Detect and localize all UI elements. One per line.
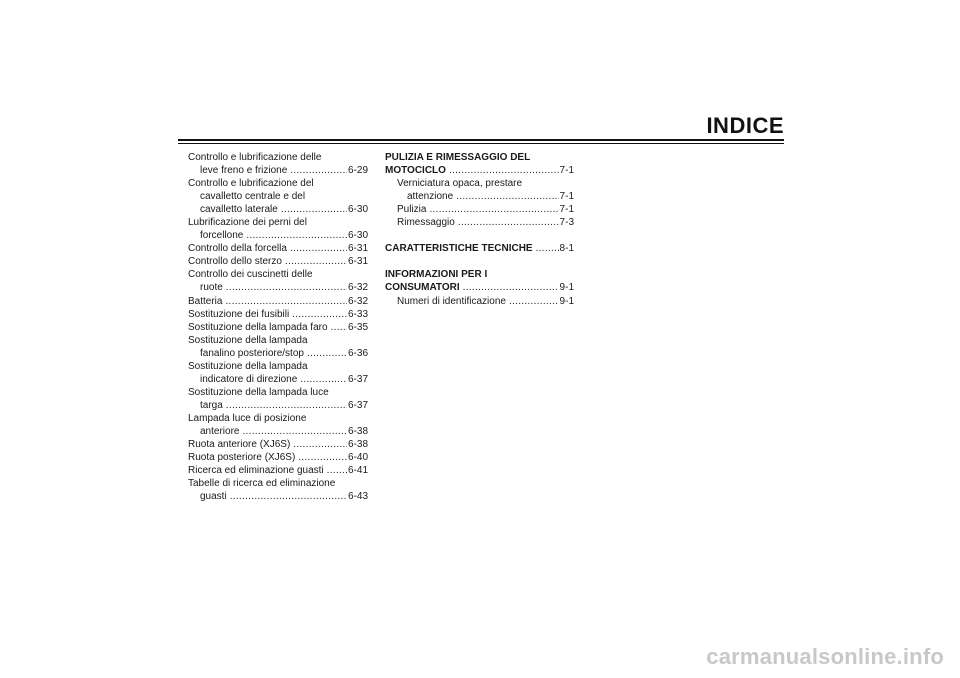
toc-page-number: 6-32 [347, 295, 368, 307]
toc-page-number: 6-41 [347, 465, 368, 477]
toc-right-column [385, 151, 574, 308]
dot-leader [226, 399, 347, 412]
toc-entry [188, 268, 368, 281]
dot-leader [230, 490, 347, 503]
dot-leader [307, 347, 347, 360]
toc-entry-text: Pulizia [397, 204, 427, 216]
toc-entry [188, 334, 368, 347]
toc-page-number: 6-36 [347, 347, 368, 359]
page-title: INDICE [706, 113, 784, 138]
toc-page-number: 6-40 [347, 452, 368, 464]
toc-section-entry[interactable] [385, 281, 574, 294]
dot-leader [285, 255, 347, 268]
dot-leader [290, 242, 347, 255]
toc-entry[interactable] [188, 229, 368, 242]
toc-entry-text: Verniciatura opaca, prestare [397, 178, 523, 190]
dot-leader [536, 242, 559, 255]
toc-entry-text: Controllo dello sterzo [188, 256, 282, 268]
dot-leader [246, 229, 347, 242]
toc-entry-text: leve freno e frizione [200, 165, 288, 177]
toc-entry-text: Batteria [188, 295, 223, 307]
dot-leader [292, 308, 347, 321]
toc-page-number: 6-38 [347, 425, 368, 437]
toc-section-heading [385, 268, 574, 281]
toc-entry [188, 412, 368, 425]
dot-leader [458, 216, 559, 229]
header-rule-thick [178, 139, 784, 141]
toc-entry-text: Rimessaggio [397, 217, 455, 229]
toc-entry[interactable] [188, 464, 368, 477]
toc-entry-text: indicatore di direzione [200, 373, 298, 385]
dot-leader [242, 425, 347, 438]
dot-leader [429, 203, 558, 216]
toc-page-number: 6-38 [347, 439, 368, 451]
toc-entry[interactable] [188, 425, 368, 438]
toc-entry [188, 177, 368, 190]
toc-entry-text: CARATTERISTICHE TECNICHE [385, 243, 533, 255]
toc-entry-text: Sostituzione dei fusibili [188, 308, 290, 320]
toc-entry-text: Sostituzione della lampada [188, 360, 308, 372]
toc-entry-text: ruote [200, 282, 223, 294]
toc-entry-text: Ruota posteriore (XJ6S) [188, 452, 296, 464]
toc-entry-text: anteriore [200, 425, 240, 437]
toc-page-number: 6-33 [347, 308, 368, 320]
toc-entry-text: cavalletto centrale e del [200, 191, 306, 203]
toc-entry-text: Sostituzione della lampada luce [188, 386, 329, 398]
toc-entry-text: attenzione [407, 191, 454, 203]
toc-page-number: 7-1 [559, 191, 574, 203]
toc-entry-text: fanalino posteriore/stop [200, 347, 304, 359]
toc-entry[interactable] [188, 451, 368, 464]
toc-entry-text: Sostituzione della lampada [188, 334, 308, 346]
toc-page-number: 6-29 [347, 165, 368, 177]
dot-leader [300, 373, 347, 386]
toc-entry[interactable] [188, 255, 368, 268]
toc-entry[interactable] [385, 295, 574, 308]
toc-page-number: 6-35 [347, 321, 368, 333]
toc-entry-text: Lampada luce di posizione [188, 412, 307, 424]
toc-entry-text: CONSUMATORI [385, 282, 460, 294]
toc-entry [188, 190, 368, 203]
toc-entry [188, 386, 368, 399]
toc-page-number: 6-37 [347, 373, 368, 385]
toc-entry-text: Lubrificazione dei perni del [188, 217, 307, 229]
toc-entry-text: PULIZIA E RIMESSAGGIO DEL [385, 152, 531, 163]
dot-leader [327, 464, 347, 477]
toc-page-number: 6-43 [347, 491, 368, 503]
toc-entry[interactable] [188, 281, 368, 294]
toc-left-column [188, 151, 368, 503]
toc-entry-text: Controllo e lubrificazione delle [188, 152, 322, 163]
dot-leader [290, 164, 347, 177]
toc-entry-text: forcellone [200, 230, 244, 242]
toc-page-number: 8-1 [559, 243, 574, 255]
toc-page-number: 6-30 [347, 204, 368, 216]
toc-entry[interactable] [188, 203, 368, 216]
toc-entry-text: targa [200, 399, 223, 411]
toc-entry[interactable] [188, 373, 368, 386]
toc-page-number: 7-3 [559, 217, 574, 229]
toc-page-number: 9-1 [559, 282, 574, 294]
toc-entry[interactable] [385, 190, 574, 203]
toc-entry-text: INFORMAZIONI PER I [385, 269, 488, 281]
toc-entry-text: Sostituzione della lampada faro [188, 321, 328, 333]
toc-page-number: 9-1 [559, 295, 574, 307]
header-rule-thin [178, 143, 784, 144]
toc-section-entry[interactable] [385, 164, 574, 177]
dot-leader [449, 164, 559, 177]
toc-entry[interactable] [188, 164, 368, 177]
toc-entry-text: Controllo e lubrificazione del [188, 178, 314, 190]
toc-entry-text: Controllo della forcella [188, 243, 287, 255]
toc-entry[interactable] [188, 321, 368, 334]
toc-entry[interactable] [188, 308, 368, 321]
toc-entry [188, 216, 368, 229]
toc-entry [188, 360, 368, 373]
toc-entry-text: cavalletto laterale [200, 204, 278, 216]
toc-page-number: 6-30 [347, 230, 368, 242]
toc-entry[interactable] [188, 399, 368, 412]
toc-entry [188, 477, 368, 490]
dot-leader [456, 190, 558, 203]
toc-entry-text: Tabelle di ricerca ed eliminazione [188, 478, 336, 490]
toc-page-number: 6-37 [347, 399, 368, 411]
toc-entry [385, 177, 574, 190]
toc-page-number: 6-31 [347, 256, 368, 268]
dot-leader [331, 321, 347, 334]
toc-entry[interactable] [188, 347, 368, 360]
spacer [385, 255, 574, 268]
toc-page-number: 6-32 [347, 282, 368, 294]
toc-entry[interactable] [385, 216, 574, 229]
toc-section-heading [385, 151, 574, 164]
dot-leader [509, 295, 559, 308]
site-watermark: carmanualsonline.info [706, 644, 944, 669]
toc-entry[interactable] [188, 490, 368, 503]
toc-entry-text: Controllo dei cuscinetti delle [188, 269, 313, 281]
toc-entry-text: Ruota anteriore (XJ6S) [188, 439, 291, 451]
dot-leader [298, 451, 347, 464]
toc-page-number: 6-31 [347, 243, 368, 255]
toc-entry[interactable] [188, 295, 368, 308]
spacer [385, 229, 574, 242]
toc-entry-text: Numeri di identificazione [397, 295, 506, 307]
dot-leader [281, 203, 347, 216]
dot-leader [463, 281, 559, 294]
dot-leader [226, 281, 347, 294]
toc-page-number: 7-1 [559, 204, 574, 216]
toc-page-number: 7-1 [559, 165, 574, 177]
toc-entry[interactable] [188, 438, 368, 451]
toc-entry-text: Ricerca ed eliminazione guasti [188, 465, 324, 477]
toc-entry-text: guasti [200, 491, 227, 503]
toc-entry[interactable] [385, 203, 574, 216]
dot-leader [225, 295, 347, 308]
toc-entry[interactable] [188, 242, 368, 255]
toc-entry-text: MOTOCICLO [385, 165, 446, 177]
toc-section-entry[interactable] [385, 242, 574, 255]
toc-entry [188, 151, 368, 164]
dot-leader [293, 438, 347, 451]
